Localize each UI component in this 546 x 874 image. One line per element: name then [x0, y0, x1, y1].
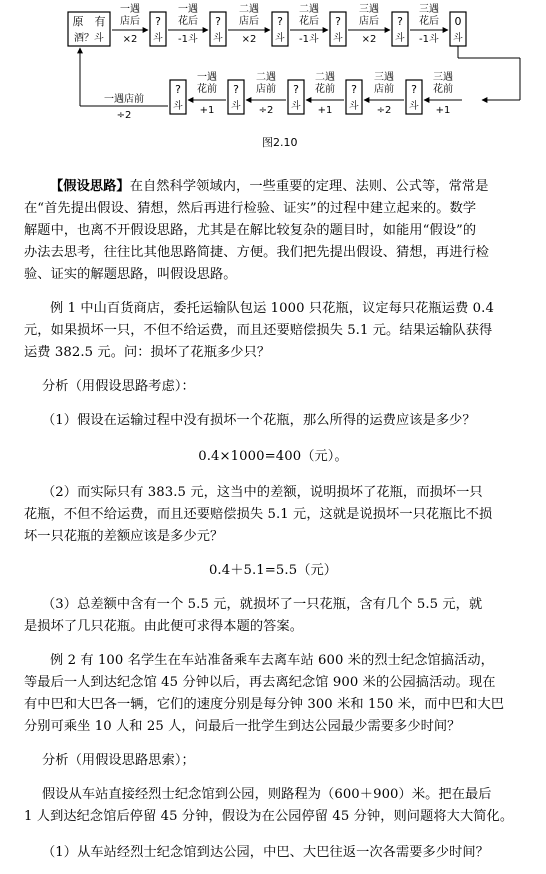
diagram-arrow	[80, 92, 168, 121]
box-unit: 斗	[153, 33, 163, 44]
flow-diagram	[0, 0, 546, 160]
diagram-box	[392, 12, 408, 46]
arrow-label: 花后	[419, 16, 439, 27]
arrow-label: 店前	[374, 84, 394, 95]
box-value: ?	[411, 83, 417, 96]
assumption-line: 假设从车站直接经烈士纪念馆到公园，则路程为（600＋900）米。把在最后	[42, 787, 492, 802]
arrow-label: 店后	[239, 16, 259, 27]
diagram-bottom-row	[80, 71, 462, 121]
arrow-label: 花后	[178, 16, 198, 27]
text-line: 验、证实的解题思路，叫假设思路。	[24, 267, 237, 282]
question-2-line: （2）而实际只有 383.5 元，这当中的差额，说明损坏了花瓶，而损坏一只	[42, 485, 483, 500]
equation-1: 0.4×1000=400（元）。	[198, 449, 348, 464]
diagram-box	[346, 80, 362, 114]
diagram-box	[150, 12, 166, 46]
box-value: ?	[293, 83, 299, 96]
arrow-label: 一遇	[197, 72, 217, 83]
arrow-label: 二遇	[315, 72, 335, 83]
text-line: 解题中，也离不开假设思路，尤其是在解比较复杂的题目时，如能用“假设”的	[24, 223, 477, 238]
analysis-heading: 分析（用假设思路考虑）：	[42, 379, 195, 394]
diagram-box	[170, 80, 186, 114]
arrow-operation: ÷2	[258, 105, 274, 116]
arrow-label: 二遇	[256, 72, 276, 83]
box-value: ?	[233, 83, 239, 96]
example-2-line: 例 2 有 100 名学生在车站准备乘车去离车站 600 米的烈士纪念馆搞活动，	[50, 653, 494, 668]
box-unit: 斗	[409, 101, 419, 112]
arrow-operation: ÷2	[116, 110, 132, 121]
arrow-label: 二遇	[239, 4, 259, 15]
diagram-arrow	[306, 71, 344, 116]
diagram-box	[210, 12, 226, 46]
arrow-operation: +1	[435, 105, 451, 116]
example-1-line: 例 1 中山百货商店，委托运输队包运 1000 只花瓶，议定每只花瓶运费 0.4	[50, 301, 494, 316]
box-unit: 斗	[333, 33, 343, 44]
diagram-top-row	[68, 3, 466, 46]
arrow-operation: -1斗	[178, 34, 198, 45]
arrow-label: 花后	[299, 16, 319, 27]
box-unit: 斗	[231, 101, 241, 112]
diagram-arrow	[410, 3, 448, 45]
box-value: 0	[454, 15, 462, 28]
arrow-label: 二遇	[299, 4, 319, 15]
diagram-box	[68, 12, 110, 46]
assumption-line: 1 人到达纪念馆后停留 45 分钟，假设为在公园停留 45 分钟，则问题将大大简化。	[24, 809, 514, 824]
arrow-operation: ÷2	[376, 105, 392, 116]
arrow-label: 三遇	[419, 4, 439, 15]
arrow-label: 三遇	[374, 72, 394, 83]
question-3-line: （3）总差额中含有一个 5.5 元，就损坏了一只花瓶，含有几个 5.5 元，就	[42, 597, 483, 612]
question-1: （1）假设在运输过程中没有损坏一个花瓶，那么所得的运费应该是多少？	[42, 413, 476, 428]
arrow-label: 店后	[120, 16, 140, 27]
analysis-heading-2: 分析（用假设思路思索）；	[42, 753, 195, 768]
arrow-operation: +1	[199, 105, 215, 116]
question-3-line: 是损坏了几只花瓶。由此便可求得本题的答案。	[24, 619, 304, 634]
arrow-label: 店前	[256, 84, 276, 95]
question-4: （1）从车站经烈士纪念馆到达公园，中巴、大巴往返一次各需要多少时间？	[42, 845, 489, 860]
diagram-arrow	[348, 3, 390, 45]
diagram-arrow	[228, 3, 270, 45]
diagram-box	[228, 80, 244, 114]
box-value: ?	[175, 83, 181, 96]
box-unit: 斗	[349, 101, 359, 112]
diagram-box	[406, 80, 422, 114]
equation-2: 0.4＋5.1=5.5（元）	[208, 563, 338, 578]
arrow-label: 一遇	[120, 4, 140, 15]
box-unit: 斗	[173, 101, 183, 112]
question-2-line: 花瓶，不但不给运费，而且还要赔偿损失 5.1 元，这就是说损坏一只花瓶比不损	[24, 507, 493, 522]
arrow-operation: ×2	[241, 34, 257, 45]
arrow-operation: -1斗	[299, 34, 319, 45]
box-unit: 斗	[291, 101, 301, 112]
diagram-box	[330, 12, 346, 46]
arrow-label: 花前	[197, 84, 217, 95]
section-label: 【假设思路】	[50, 179, 130, 194]
diagram-box	[450, 12, 466, 46]
arrow-operation: +1	[317, 105, 333, 116]
box-value: ?	[215, 15, 221, 28]
example-2-line: 有中巴和大巴各一辆，它们的速度分别是每分钟 300 米和 150 米，而中巴和大巴	[24, 697, 505, 712]
diagram-arrow	[424, 71, 462, 116]
diagram-arrow	[364, 71, 404, 116]
box-value: ?	[155, 15, 161, 28]
arrow-label: 三遇	[359, 4, 379, 15]
arrow-operation: -1斗	[419, 34, 439, 45]
diagram-box	[272, 12, 288, 46]
diagram-arrow	[112, 3, 148, 45]
question-2-line: 坏一只花瓶的差额应该是多少元？	[24, 529, 224, 544]
diagram-connectors	[80, 46, 520, 106]
text-line: 在“首先提出假设、猜想，然后再进行检验、证实”的过程中建立起来的。数学	[24, 201, 477, 216]
example-2-line: 分别可乘坐 10 人和 25 人，问最后一批学生到达公园最少需要多少时间？	[24, 719, 461, 734]
example-1-line: 元，如果损坏一只，不但不给运费，而且还要赔偿损失 5.1 元。结果运输队获得	[24, 323, 493, 338]
diagram-arrow	[188, 71, 226, 116]
arrow-label: 一遇	[178, 4, 198, 15]
box-unit: 斗	[275, 33, 285, 44]
box-value: ?	[351, 83, 357, 96]
box-value: ?	[335, 15, 341, 28]
box-unit: 酒？斗	[74, 33, 104, 44]
arrow-label: 花前	[315, 84, 335, 95]
arrow-label: 一遇店前	[104, 94, 144, 105]
box-unit: 斗	[395, 33, 405, 44]
arrow-label: 三遇	[433, 72, 453, 83]
box-value: ?	[397, 15, 403, 28]
diagram-arrow	[290, 3, 328, 45]
diagram-box	[288, 80, 304, 114]
diagram-caption: 图2.10	[262, 136, 298, 149]
arrow-label: 花前	[433, 84, 453, 95]
arrow-operation: ×2	[122, 34, 138, 45]
example-2-line: 等最后一人到达纪念馆 45 分钟以后，再去离纪念馆 900 米的公园搞活动。现在	[24, 675, 496, 690]
arrow-operation: ×2	[361, 34, 377, 45]
diagram-arrow	[246, 71, 286, 116]
text-line: 办法去思考，往往比其他思路简捷、方便。我们把先提出假设、猜想，再进行检	[24, 245, 490, 260]
arrow-label: 店后	[359, 16, 379, 27]
diagram-arrow	[168, 3, 208, 45]
paragraph-hypothesis: 【假设思路】在自然科学领域内，一些重要的定理、法则、公式等，常常是	[50, 179, 489, 194]
box-unit: 斗	[213, 33, 223, 44]
box-unit: 斗	[453, 33, 463, 44]
box-value: 原 有	[72, 15, 106, 28]
box-value: ?	[277, 15, 283, 28]
example-1-line: 运费 382.5 元。问：损坏了花瓶多少只？	[24, 345, 271, 360]
